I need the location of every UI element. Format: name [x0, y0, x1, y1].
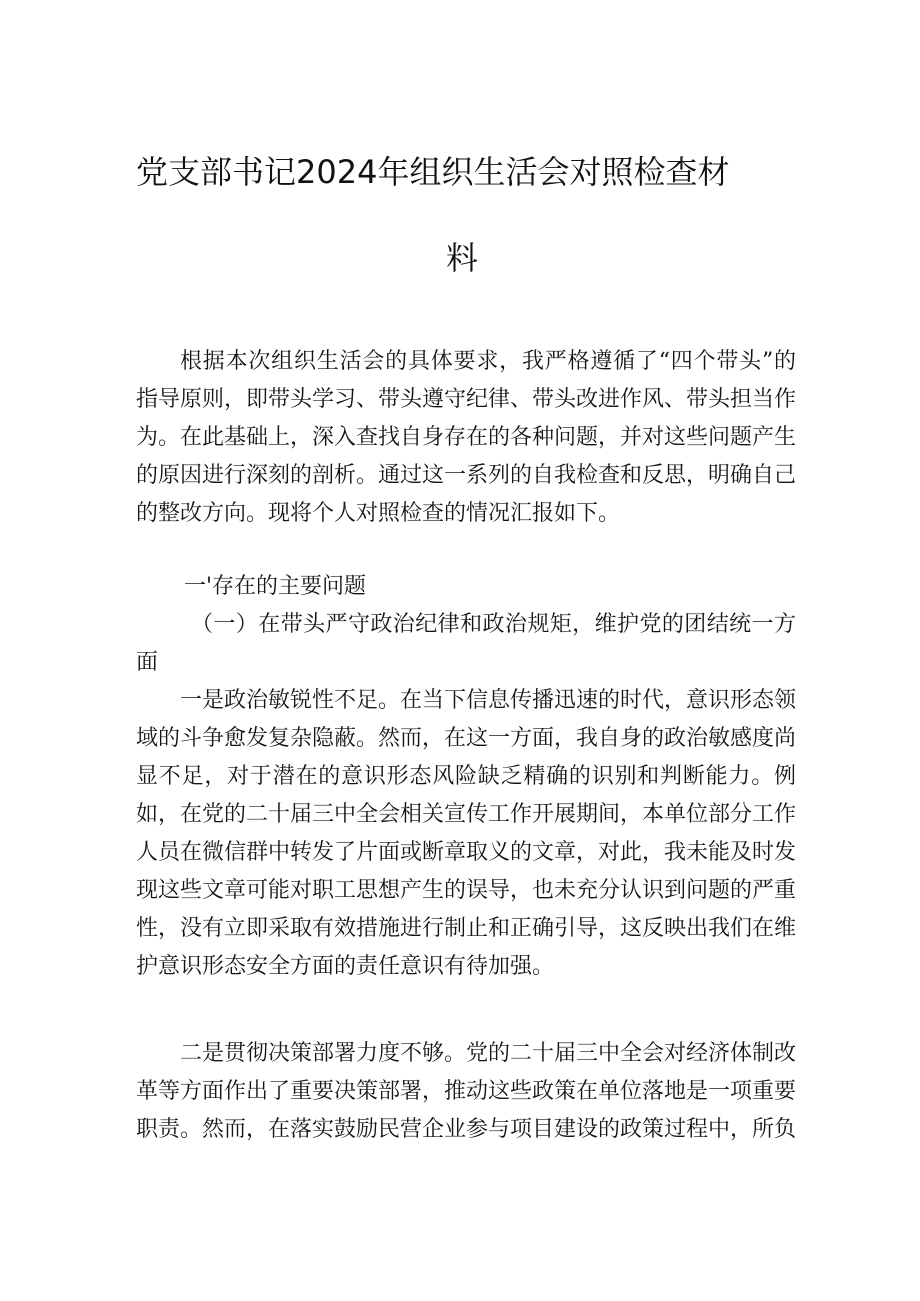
document-title-line-1: 党支部书记2024年组织生活会对照检查材 — [136, 153, 730, 191]
section-heading-problems: 一'存在的主要问题 — [184, 574, 367, 599]
document-title-line-2: 料 — [446, 239, 479, 277]
paragraph-decision-implementation: 二是贯彻决策部署力度不够。党的二十届三中全会对经济体制改革等方面作出了重要决策部署，推动这些政策在单位落地是一项重要职责。然而，在落实鼓励民营企业参与项目建设的政策过程中，所负 — [136, 1041, 797, 1142]
subsection-heading-discipline: （一）在带头严守政治纪律和政治规矩，维护党的团结统一方面 — [136, 612, 796, 675]
intro-paragraph: 根据本次组织生活会的具体要求，我严格遵循了“四个带头”的指导原则，即带头学习、带头遵守纪律、带头改进作风、带头担当作为。在此基础上，深入查找自身存在的各种问题，并对这些问题产生的原因进行深刻的剖析。通过这一系列的自我检查和反思，明确自己的整改方向。现将个人对照检查的情况汇报如下。 — [136, 349, 797, 526]
paragraph-political-sensitivity: 一是政治敏锐性不足。在当下信息传播迅速的时代，意识形态领域的斗争愈发复杂隐蔽。然而，在这一方面，我自身的政治敏感度尚显不足，对于潜在的意识形态风险缺乏精确的识别和判断能力。例如，在党的二十届三中全会相关宣传工作开展期间，本单位部分工作人员在微信群中转发了片面或断章取义的文章，对此，我未能及时发现这些文章可能对职工思想产生的误导，也未充分认识到问题的严重性，没有立即采取有效措施进行制止和正确引导，这反映出我们在维护意识形态安全方面的责任意识有待加强。 — [136, 688, 797, 979]
